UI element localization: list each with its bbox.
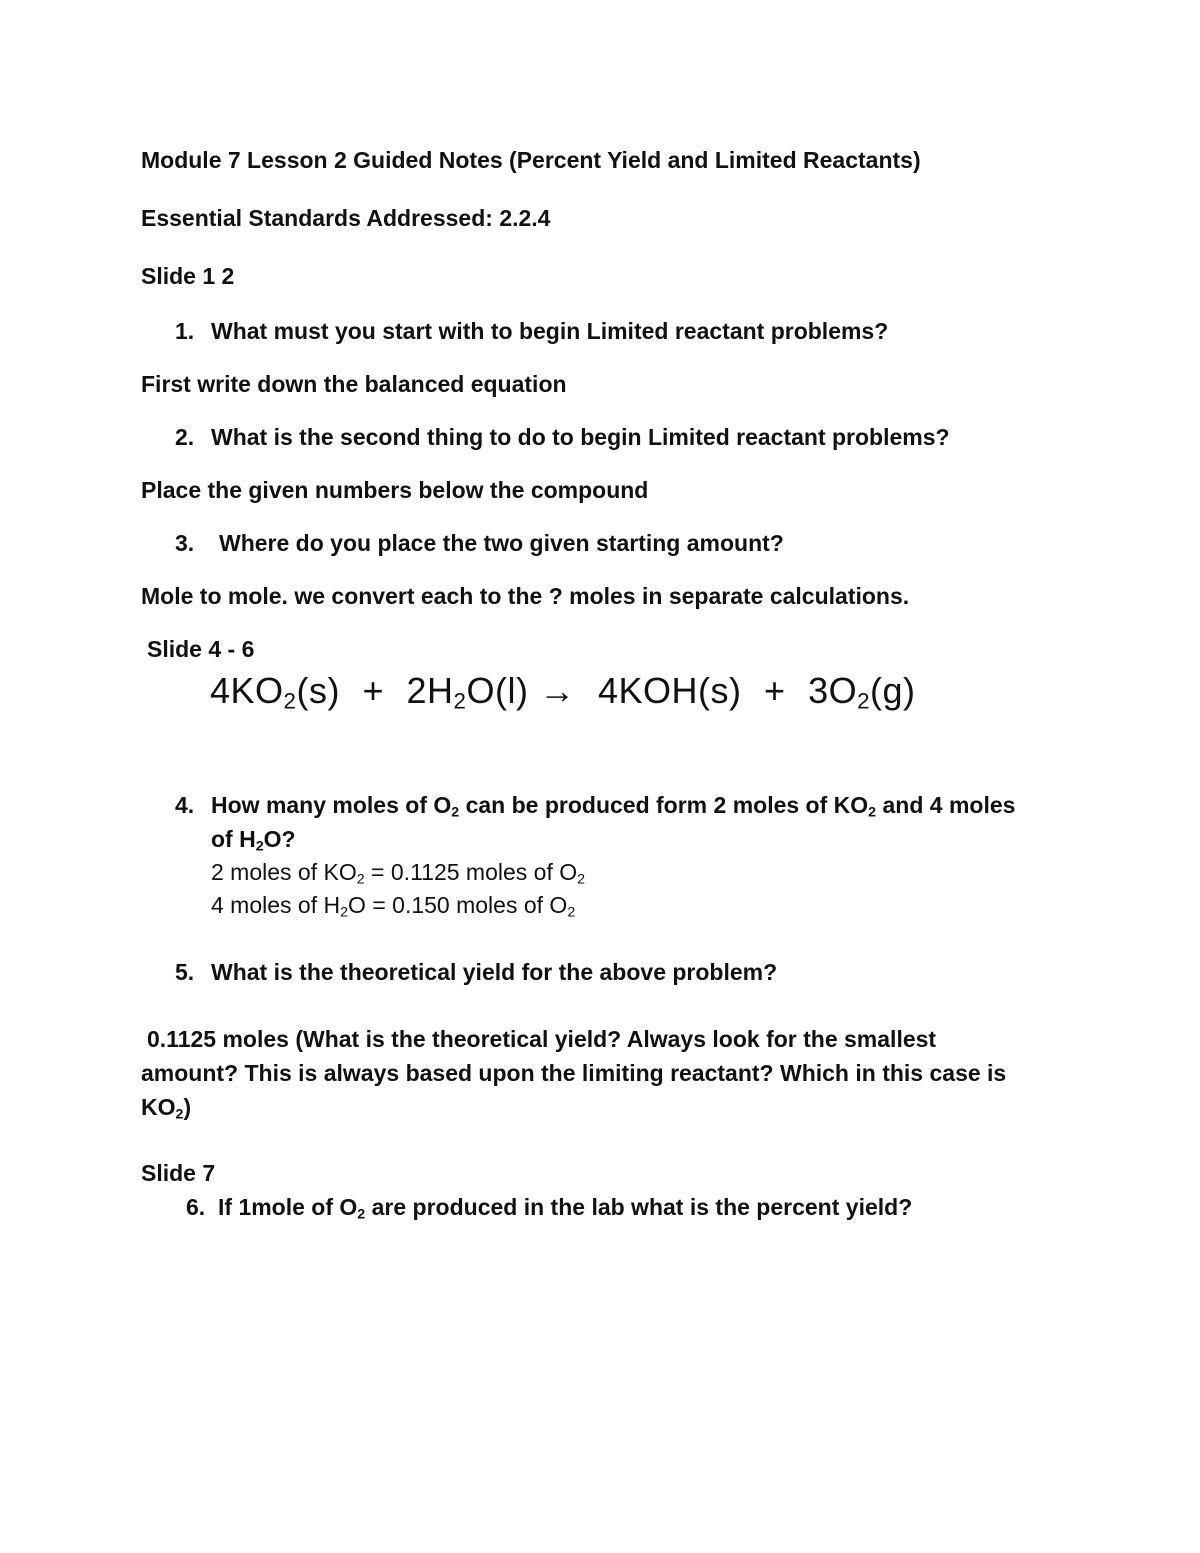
question-2-text: What is the second thing to do to begin Limited reactant problems? <box>211 424 950 450</box>
answer-1: First write down the balanced equation <box>141 371 567 397</box>
eq-term-4: $3O_2(g)$ <box>808 670 916 714</box>
chemical-equation <box>210 668 916 714</box>
question-1 <box>175 316 888 346</box>
answer-3: Mole to mole. we convert each to the ? moles in separate calculations. <box>141 583 910 609</box>
answer-5-line-3: $KO_2$) <box>141 1094 192 1123</box>
slide-heading-7: Slide 7 <box>141 1160 216 1186</box>
eq-term-3: 4KOH(s) <box>597 670 742 711</box>
question-2 <box>175 422 950 452</box>
answer-4-line-1: 2 moles of $KO_2 = 0.1125$ moles of $O_2$ <box>211 859 586 888</box>
eq-plus-2: + <box>764 670 786 711</box>
question-5 <box>175 957 777 987</box>
question-1-number: 1. <box>175 318 195 344</box>
document-title: Module 7 Lesson 2 Guided Notes (Percent Yield and Limited Reactants) <box>141 147 921 173</box>
standards-line: Essential Standards Addressed: 2.2.4 <box>141 205 551 231</box>
answer-2: Place the given numbers below the compound <box>141 477 649 503</box>
eq-term-2: $2H_2O(l)$ <box>406 670 529 714</box>
question-3 <box>175 528 784 558</box>
slide-heading-1-2: Slide 1 2 <box>141 263 235 289</box>
slide-heading-4-6: Slide 4 - 6 <box>147 636 255 662</box>
eq-arrow: → <box>538 670 576 711</box>
question-3-text: Where do you place the two given starting amount? <box>219 530 784 556</box>
question-4-number: 4. <box>175 792 195 818</box>
answer-5-line-2: amount? This is always based upon the limiting reactant? Which in this case is <box>141 1060 1007 1086</box>
question-3-number: 3. <box>175 530 195 556</box>
question-1-text: What must you start with to begin Limited reactant problems? <box>211 318 889 344</box>
eq-term-1: $4KO_2(s)$ <box>210 670 340 714</box>
question-4: 4. How many moles of $O_2$ can be produced form 2 moles of $KO_2$ and 4 moles <box>175 792 1016 821</box>
question-5-number: 5. <box>175 959 195 985</box>
question-5-text: What is the theoretical yield for the above problem? <box>211 959 778 985</box>
answer-5-line-1: 0.1125 moles (What is the theoretical yield? Always look for the smallest <box>147 1026 937 1052</box>
question-6-number: 6. <box>186 1194 206 1220</box>
eq-plus-1: + <box>362 670 384 711</box>
answer-4-line-2: 4 moles of $H_2O = 0.150$ moles of $O_2$ <box>211 892 576 921</box>
question-4-line-2: of $H_2O$? <box>211 826 296 855</box>
question-2-number: 2. <box>175 424 195 450</box>
question-6: 6. If 1mole of $O_2$ are produced in the lab what is the percent yield? <box>186 1194 913 1223</box>
